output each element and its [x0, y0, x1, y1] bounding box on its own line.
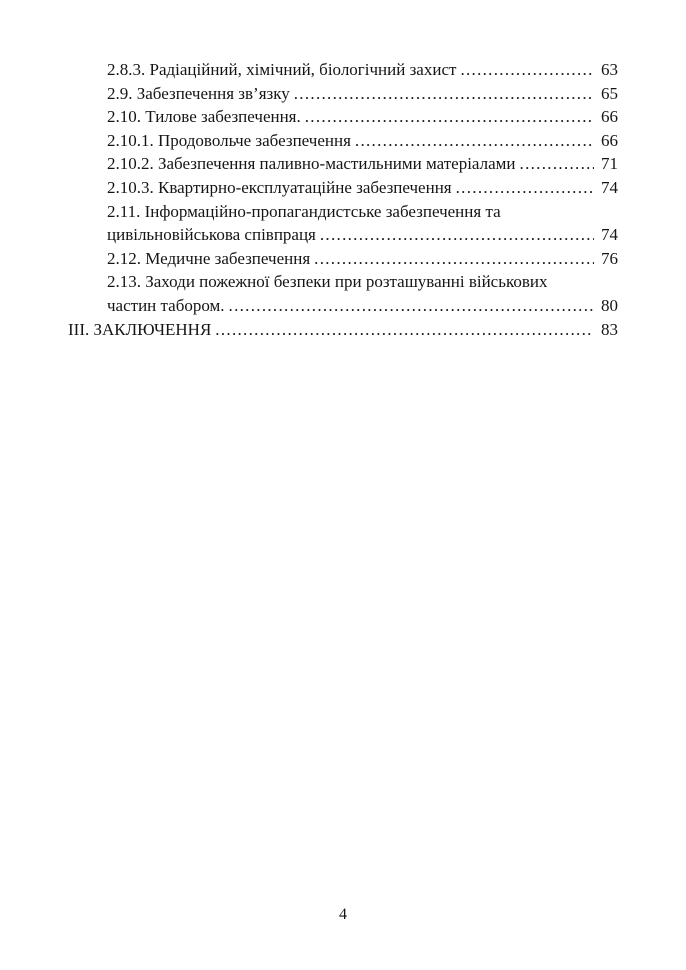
toc-entry-row [68, 294, 618, 318]
toc-dot-leader [355, 129, 594, 153]
toc-dot-leader [460, 58, 594, 82]
page-number: 4 [339, 906, 347, 923]
toc-page-number: 76 [601, 248, 618, 268]
toc-dot-leader [305, 105, 594, 129]
toc-entry-text: 2.8.3. Радіаційний, хімічний, біологічний захист [107, 60, 457, 79]
toc-entry-row [68, 152, 618, 176]
toc-page-number: 65 [601, 83, 618, 103]
toc-entry-row [68, 318, 618, 342]
toc-page-number: 74 [601, 177, 618, 197]
toc-entry-row [68, 105, 618, 129]
toc-entry-text: частин табором. [107, 295, 225, 315]
toc-entry-text: 2.10.1. Продовольче забезпечення [107, 130, 351, 150]
toc-dot-leader [314, 247, 594, 271]
toc-entry-text: 2.11. Інформаційно-пропагандистське забезпечення та [107, 201, 501, 221]
toc-page-number: 80 [601, 295, 618, 315]
toc-dot-leader [294, 82, 594, 106]
toc-entry-text: 2.10.3. Квартирно-експлуатаційне забезпечення [107, 177, 452, 197]
toc-entry-text: 2.9. Забезпечення зв’язку [107, 83, 290, 103]
toc-entry-row [68, 58, 618, 82]
toc-entry-row [68, 200, 618, 224]
toc-dot-leader [520, 152, 594, 176]
table-of-contents [68, 58, 618, 341]
toc-page-number: 74 [601, 225, 618, 245]
toc-page-number: 63 [601, 60, 618, 79]
toc-entry-row [68, 223, 618, 247]
toc-entry-text: 2.12. Медичне забезпечення [107, 248, 311, 268]
toc-page-number: 66 [601, 130, 618, 150]
toc-entry-row [68, 82, 618, 106]
toc-dot-leader [456, 176, 594, 200]
toc-page-number: 83 [601, 319, 618, 339]
page-footer [0, 906, 686, 924]
toc-entry-text: 2.10.2. Забезпечення паливно-мастильними матеріалами [107, 154, 516, 174]
toc-entry-text: ІІІ. ЗАКЛЮЧЕННЯ [68, 319, 212, 339]
toc-entry-row [68, 129, 618, 153]
toc-page-number: 71 [601, 154, 618, 174]
toc-dot-leader [320, 223, 594, 247]
toc-entry-text: 2.10. Тилове забезпечення. [107, 107, 301, 127]
toc-dot-leader [215, 318, 594, 342]
toc-page-number: 66 [601, 107, 618, 127]
toc-entry-row [68, 247, 618, 271]
toc-entry-text: 2.13. Заходи пожежної безпеки при розташуванні військових [107, 272, 548, 292]
toc-entry-row [68, 176, 618, 200]
toc-entry-row [68, 270, 618, 294]
toc-dot-leader [229, 294, 594, 318]
toc-entry-text: цивільновійськова співпраця [107, 225, 316, 245]
